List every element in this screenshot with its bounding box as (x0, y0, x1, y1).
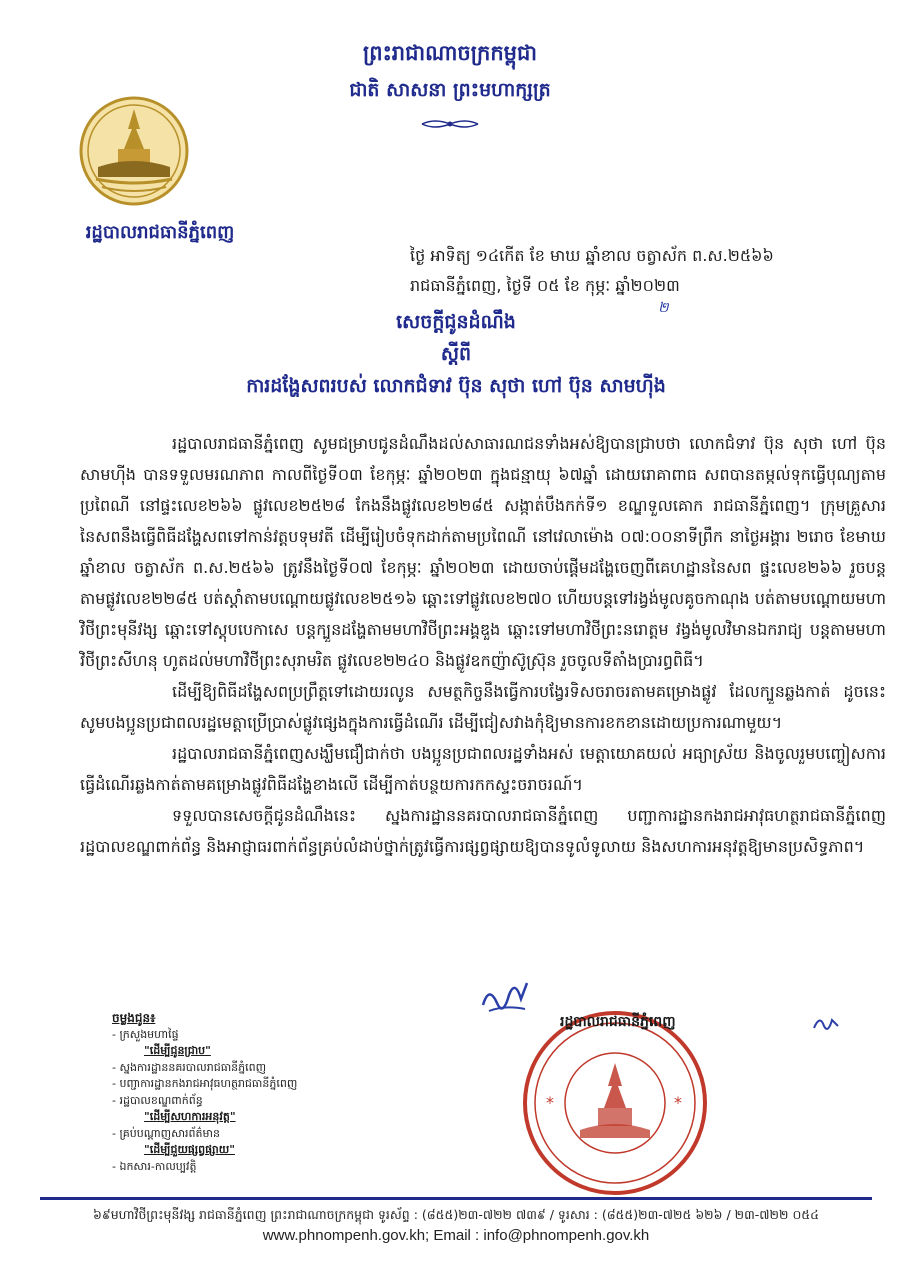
initial-signature-icon (812, 1012, 840, 1036)
footer-divider (40, 1197, 872, 1200)
cc-title: ចម្លងជូន៖ (112, 1011, 156, 1025)
cc-item: - ក្រសួងមហាផ្ទៃ (112, 1027, 179, 1041)
handwritten-number: ២ (658, 300, 669, 316)
national-motto: ជាតិ សាសនា ព្រះមហាក្សត្រ (349, 79, 551, 101)
cc-purpose: "ដើម្បីសហការអនុវត្ត" (144, 1110, 236, 1123)
cc-item: - ស្នងការដ្ឋាននគរបាលរាជធានីភ្នំពេញ (112, 1060, 267, 1074)
issuer-name: រដ្ឋបាលរាជធានីភ្នំពេញ (85, 222, 235, 243)
cc-item: - បញ្ជាការដ្ឋានកងរាជអាវុធហត្ថរាជធានីភ្នំពេញ (112, 1077, 298, 1090)
notice-body (80, 428, 886, 862)
footer-address: ៦៩មហាវិថីព្រះមុនីវង្ស រាជធានីភ្នំពេញ ព្រះរាជាណាចក្រកម្ពុជា ទូរស័ព្ទ : (៨៥៥)២៣-៧២២ ៧៣៩ / ទូរសារ : (៨៥៥)២៣-៧២៥ ៦២៦ / ២៣-៧២២ ០៥៤ (93, 1207, 819, 1222)
notice-subject-label: ស្តីពី (440, 343, 472, 365)
solar-date: រាជធានីភ្នំពេញ, ថ្ងៃទី ០៥ ខែ កុម្ភៈ ឆ្នាំ២០២៣ (410, 276, 680, 295)
notice-title: សេចក្តីជូនដំណឹង (396, 311, 516, 333)
footer-contact: www.phnompenh.gov.kh; Email : info@phnompenh.gov.kh (262, 1227, 650, 1244)
svg-text:*: * (546, 1093, 554, 1112)
body-paragraph: ទទួលបានសេចក្តីជូនដំណឹងនេះ ស្នងការដ្ឋាននគរបាលរាជធានីភ្នំពេញ បញ្ជាការដ្ឋានកងរាជអាវុធហត្ថរាជធានីភ្នំពេញ រដ្ឋបាលខណ្ឌពាក់ព័ន្ធ និងអាជ្ញាធរពាក់ព័ន្ធគ្រប់លំដាប់ថ្នាក់ត្រូវធ្វើការផ្សព្វផ្សាយឱ្យបានទូលំទូលាយ និងសហការអនុវត្តឱ្យមានប្រសិទ្ធភាព។ (80, 806, 886, 856)
body-paragraph: រដ្ឋបាលរាជធានីភ្នំពេញសង្ឃឹមជឿជាក់ថា បងប្អូនប្រជាពលរដ្ឋទាំងអស់ មេត្តាយោគយល់ អធ្យាស្រ័យ និងចូលរួមបញ្ចៀសការធ្វើដំណើរឆ្លងកាត់តាមគម្រោងផ្លូវពិធីដង្ហែខាងលើ ដើម្បីកាត់បន្ថយការកកស្ទះចរាចរណ៍។ (80, 744, 886, 794)
official-seal-icon (520, 1008, 710, 1198)
phnom-penh-emblem-icon (78, 95, 190, 207)
carbon-copy-list (112, 1010, 412, 1175)
cc-item: - ឯកសារ-កាលប្បវត្តិ (112, 1159, 197, 1173)
lunar-date: ថ្ងៃ អាទិត្យ ១៤កើត ខែ មាឃ ឆ្នាំខាល ចត្វាស័ក ព.ស.២៥៦៦ (410, 246, 774, 265)
cc-purpose: "ដើម្បីជូនជ្រាប" (144, 1044, 211, 1057)
body-paragraph: រដ្ឋបាលរាជធានីភ្នំពេញ សូមជម្រាបជូនដំណឹងដល់សាធារណជនទាំងអស់ឱ្យបានជ្រាបថា លោកជំទាវ ប៊ុន សុថា ហៅ ប៊ុន សាមហ៊ីង បានទទួលមរណភាព កាលពីថ្ងៃទី០៣ ខែកុម្ភៈ ឆ្នាំ២០២៣ ក្នុងជន្មាយុ ៦៧ឆ្នាំ ដោយរោគាពាធ សពបានតម្កល់ទុកធ្វើបុណ្យតាមប្រពៃណី នៅផ្ទះលេខ២៦៦ ផ្លូវលេខ២៥២៨ កែងនឹងផ្លូវលេខ២២៨៥ សង្កាត់បឹងកក់ទី១ ខណ្ឌទួលគោក រាជធានីភ្នំពេញ។ ក្រុមគ្រួសារនៃសពនឹងធ្វើពិធីដង្ហែសពទៅកាន់វត្តបទុមវតី ដើម្បីរៀបចំទុកដាក់តាមប្រពៃណី នៅវេលាម៉ោង ០៧:០០នាទីព្រឹក នាថ្ងៃអង្គារ ២រោច ខែមាឃ ឆ្នាំខាល ចត្វាស័ក ព.ស.២៥៦៦ ត្រូវនឹងថ្ងៃទី០៧ ខែកុម្ភៈ ឆ្នាំ២០២៣ ដោយចាប់ផ្តើមដង្ហែចេញពីគេហដ្ឋាននៃសព ផ្ទះលេខ២៦៦ រួចបន្តតាមផ្លូវលេខ២២៨៥ បត់ស្តាំតាមបណ្តោយផ្លូវលេខ២៥១៦ ឆ្ពោះទៅផ្លូវលេខ២៧០ ហើយបន្តទៅរង្វង់មូលគូចកាណុង បត់តាមបណ្តោយមហាវិថីព្រះមុនីវង្ស ឆ្ពោះទៅស្តុបបេកាសេ បន្តក្បួនដង្ហែតាមមហាវិថីព្រះអង្គឌួង ឆ្ពោះទៅមហាវិថីព្រះនរោត្តម វង្វង់មូលវិមានឯករាជ្យ បន្តតាមមហាវិថីព្រះសីហនុ ហូតដល់មហាវិថីព្រះសុរាមរិត ផ្លូវលេខ២២៤០ និងផ្លូវឧកញ៉ាស៊ូស្រ៊ុន រួចចូលទីតាំងប្រារព្ធពិធី។ (80, 434, 886, 670)
cc-purpose: "ដើម្បីជួយផ្សព្វផ្សាយ" (144, 1143, 235, 1156)
kingdom-title: ព្រះរាជាណាចក្រកម្ពុជា (362, 41, 537, 65)
body-paragraph: ដើម្បីឱ្យពិធីដង្ហែសពប្រព្រឹត្តទៅដោយរលូន សមត្ថកិច្ចនឹងធ្វើការបង្វែរទិសចរាចរតាមគម្រោងផ្លូវ ដែលក្បួនឆ្លងកាត់ ដូចនេះសូមបងប្អូនប្រជាពលរដ្ឋមេត្តាប្រើប្រាស់ផ្លូវផ្សេងក្នុងការធ្វើដំណើរ ដើម្បីជៀសវាងកុំឱ្យមានការខកខានដោយប្រការណាមួយ។ (80, 682, 886, 732)
cc-item: - គ្រប់បណ្តាញសារព័ត៌មាន (112, 1126, 220, 1140)
ornament-divider (420, 118, 480, 130)
notice-subject: ការដង្ហែសពរបស់ លោកជំទាវ ប៊ុន សុថា ហៅ ប៊ុន សាមហ៊ីង (246, 375, 666, 397)
cc-item: - រដ្ឋបាលខណ្ឌពាក់ព័ន្ធ (112, 1093, 203, 1107)
signer-name: រដ្ឋបាលរាជធានីភ្នំពេញ (560, 1014, 676, 1030)
svg-text:*: * (674, 1093, 682, 1112)
